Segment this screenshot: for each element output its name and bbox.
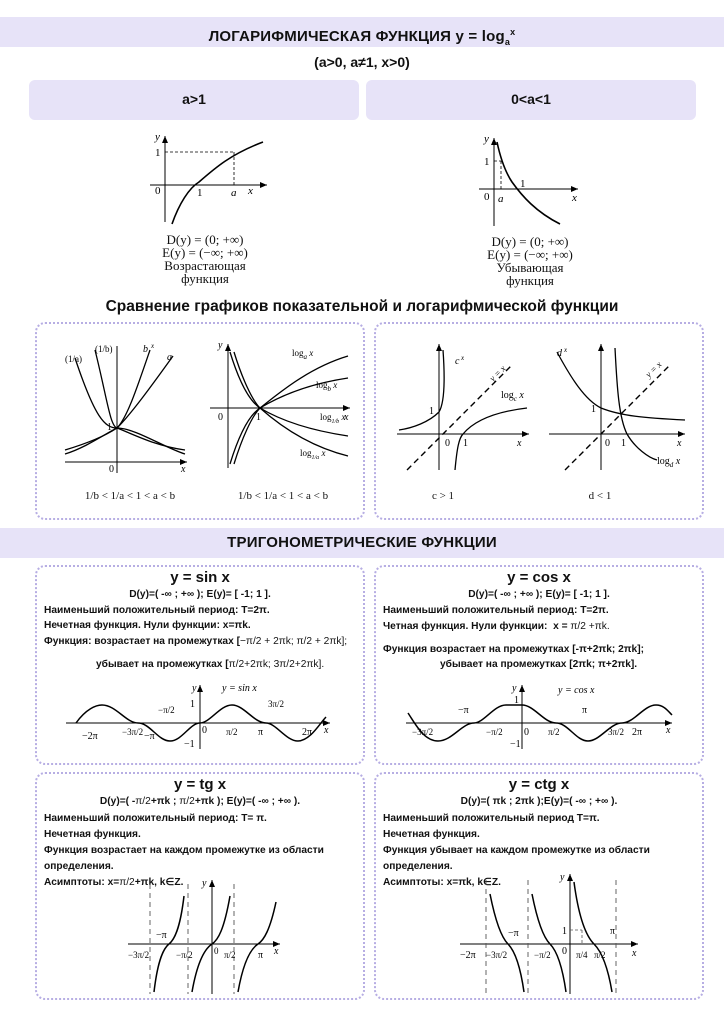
ctg-axis-x: x <box>632 948 637 959</box>
tick-0: 0 <box>445 438 450 449</box>
label-1b: (1/b) <box>95 344 113 354</box>
tg-asymptotes: Асимптоты: x=π/2+πk, k∈Z. <box>44 877 184 888</box>
exp-family-condition: 1/b < 1/a < 1 < a < b <box>84 490 176 502</box>
tg-mono2: определения. <box>44 861 114 872</box>
sin-period: Наименьший положительный период: T=2π. <box>44 605 270 616</box>
sin-tick-2pi: 2π <box>302 727 313 738</box>
tg-axis-y: y <box>202 878 207 889</box>
sin-dec-text: убывает на промежутках [ <box>96 659 229 670</box>
label-d: d <box>557 348 562 359</box>
tick-1-x: 1 <box>463 438 468 449</box>
d-condition: d < 1 <box>588 490 612 502</box>
trig-title-band <box>0 528 724 558</box>
cos-tick-1: 1 <box>514 695 519 706</box>
axis-y: y <box>484 133 489 145</box>
sin-title: y = sin x <box>170 569 230 586</box>
tick-0: 0 <box>155 185 161 197</box>
tick-0: 0 <box>605 438 610 449</box>
label-yx: y = x <box>487 363 508 384</box>
ctg-tick-mpi: −π <box>508 928 519 939</box>
sin-inc-text: Функция: возрастает на промежутках [ <box>44 636 240 647</box>
ctg-title: y = ctg x <box>508 776 570 793</box>
cos-tick-m1: −1 <box>510 739 521 750</box>
axis-x: x <box>677 438 682 449</box>
label-d-sup: x <box>564 346 568 354</box>
exp-log-d-graph <box>545 338 695 478</box>
tick-a: a <box>231 187 237 199</box>
ctg-tick-1: 1 <box>562 926 567 937</box>
label-yx: y = x <box>643 359 664 380</box>
log-family-condition: 1/b < 1/a < 1 < a < b <box>237 490 329 502</box>
desc2: функция <box>506 273 554 288</box>
label-c: c <box>455 356 460 367</box>
ctg-mono1: Функция убывает на каждом промежутке из области <box>383 845 650 856</box>
sin-tick-3pi2: 3π/2 <box>268 699 285 709</box>
cos-parity-text: Четная функция. Нули функции: <box>383 621 548 632</box>
log-1b-label: $\log_{1/b} x$ <box>320 412 346 425</box>
ctg-tick-pi2: π/2 <box>594 950 606 960</box>
tg-axis-x: x <box>274 946 279 957</box>
cos-title: y = cos x <box>507 569 571 586</box>
trig-title: ТРИГОНОМЕТРИЧЕСКИЕ ФУНКЦИИ <box>227 534 497 551</box>
tg-parity: Нечетная функция. <box>44 829 141 840</box>
sin-increasing: Функция: возрастает на промежутках [−π/2 + 2πk; π/2 + 2πk]; <box>44 636 348 647</box>
tg-period: Наименьший положительный период: T= π. <box>44 813 267 824</box>
log-title: ЛОГАРИФМИЧЕСКАЯ ФУНКЦИЯ y = log <box>208 28 505 45</box>
log-b-label: $\log_b x$ <box>316 380 338 393</box>
tick-1-x: 1 <box>197 187 203 199</box>
cos-tick-mpi: −π <box>458 705 469 716</box>
range: E(y) = (−∞; +∞) <box>162 245 248 260</box>
tg-tick-0: 0 <box>214 946 219 956</box>
domain: D(y) = (0; +∞) <box>491 234 569 249</box>
cos-axis-x: x <box>666 725 671 736</box>
exp-family-graph <box>55 338 205 478</box>
sin-tick-m2pi: −2π <box>82 731 98 742</box>
ctg-period: Наименьший положительный период T=π. <box>383 813 600 824</box>
tg-title: y = tg x <box>173 776 227 793</box>
log-family-graph <box>208 338 358 478</box>
tg-asym-b: +πk, k∈Z. <box>134 877 184 888</box>
tg-tick-mpi2: −π/2 <box>176 950 193 960</box>
tick-1-x: 1 <box>621 438 626 449</box>
sin-tick-mpi2: −π/2 <box>158 705 175 715</box>
cos-tick-0: 0 <box>524 727 529 738</box>
cos-tick-3pi2: 3π/2 <box>608 727 625 737</box>
ctg-domain: D(y)=( πk ; 2πk );E(y)=( -∞ ; +∞ ). <box>460 796 618 807</box>
tg-graph <box>126 878 296 996</box>
tg-asym-a: Асимптоты: x= <box>44 877 120 888</box>
sin-tick-1: 1 <box>190 699 195 710</box>
ctg-mono2: определения. <box>383 861 453 872</box>
desc: Возрастающая <box>164 258 246 273</box>
tick-1-y: 1 <box>429 406 434 417</box>
ctg-asymptotes: Асимптоты: x=πk, k∈Z. <box>383 877 501 888</box>
compare-title: Сравнение графиков показательной и логарифмической функции <box>105 298 619 315</box>
sin-graph <box>62 683 342 753</box>
tick-1: 1 <box>256 412 261 423</box>
sin-parity: Нечетная функция. Нули функции: x=πk. <box>44 620 251 631</box>
tick-1-x: 1 <box>520 178 526 190</box>
axis-x: x <box>181 464 186 475</box>
log-title-base: a <box>504 37 511 47</box>
tg-domain-c: +πk ); E(y)=( -∞ ; +∞ ). <box>194 796 301 807</box>
axis-x: x <box>517 438 522 449</box>
tg-mono1: Функция возрастает на каждом промежутке из области <box>44 845 324 856</box>
tg-domain-b: +πk ; <box>150 796 177 807</box>
tick-1-y: 1 <box>591 404 596 415</box>
cos-period: Наименьший положительный период: T=2π. <box>383 605 609 616</box>
c-condition: c > 1 <box>431 490 455 502</box>
ctg-tick-m3pi2: −3π/2 <box>486 950 508 960</box>
log-1a-label: $\log_{1/a} x$ <box>300 448 326 461</box>
cos-tick-mpi2: −π/2 <box>486 727 503 737</box>
sin-axis-x: x <box>324 725 329 736</box>
tg-tick-pi2: π/2 <box>224 950 236 960</box>
exp-log-c-graph <box>393 338 533 478</box>
sin-axis-y: y <box>192 683 197 694</box>
ctg-graph <box>458 872 648 996</box>
log-a-label: $\log_a x$ <box>292 348 314 361</box>
tg-domain-a: D(y)=( - <box>99 796 136 807</box>
ctg-tick-pi4: π/4 <box>576 950 588 960</box>
sin-curve-label: y = sin x <box>222 683 257 694</box>
log-dec-caption <box>455 235 605 287</box>
sin-tick-mpi: −π <box>144 731 155 742</box>
tick-1-y: 1 <box>484 156 490 168</box>
cos-tick-m3pi2: −3π/2 <box>412 727 434 737</box>
cos-tick-pi2: π/2 <box>548 727 560 737</box>
cos-decreasing: убывает на промежутках [2πk; π+2πk]. <box>440 659 638 670</box>
ctg-tick-pi: π <box>610 926 616 937</box>
label-logd: $\log_d x$ <box>657 456 681 469</box>
label-c-sup: x <box>461 354 465 362</box>
axis-x: x <box>572 192 577 204</box>
tick-0: 0 <box>218 412 223 423</box>
tg-tick-mpi: −π <box>156 930 167 941</box>
tick-0: 0 <box>109 464 114 475</box>
cos-parity: Четная функция. Нули функции: x = π/2 +πk. <box>383 621 610 632</box>
axis-x: x <box>248 185 253 197</box>
range: E(y) = (−∞; +∞) <box>487 247 573 262</box>
label-a: a <box>167 352 172 363</box>
tg-tick-pi: π <box>258 950 264 961</box>
sin-tick-m1: −1 <box>184 739 195 750</box>
ctg-parity: Нечетная функция. <box>383 829 480 840</box>
log-decreasing-graph <box>474 134 584 234</box>
ctg-tick-mpi2: −π/2 <box>534 950 551 960</box>
desc2: функция <box>181 271 229 286</box>
cos-tick-pi: π <box>582 705 588 716</box>
tg-tick-m3pi2: −3π/2 <box>128 950 150 960</box>
log-increasing-graph <box>145 132 275 232</box>
cos-axis-y: y <box>512 683 517 694</box>
label-1a: (1/a) <box>65 354 82 364</box>
axis-x: x <box>344 412 349 423</box>
label-logc: $\log_c x$ <box>501 390 524 403</box>
domain: D(y) = (0; +∞) <box>166 232 244 247</box>
case-a-greater-one: a>1 <box>29 80 359 120</box>
ctg-tick-0: 0 <box>562 946 567 957</box>
sin-tick-pi2: π/2 <box>226 727 238 737</box>
tick-0: 0 <box>484 191 490 203</box>
tick-1: 1 <box>107 422 112 433</box>
label-b-sup: x <box>151 342 155 350</box>
log-title-arg: x <box>510 27 516 37</box>
sin-decreasing: убывает на промежутках [π/2+2πk; 3π/2+2πk]. <box>96 659 325 670</box>
axis-y: y <box>218 340 223 351</box>
cos-tick-2pi: 2π <box>632 727 643 738</box>
sin-domain: D(y)=( -∞ ; +∞ ); E(y)= [ -1; 1 ]. <box>129 589 271 600</box>
cos-increasing: Функция возрастает на промежутках [-π+2πk; 2πk]; <box>383 644 645 655</box>
tg-domain: D(y)=( -π/2+πk ; π/2+πk ); E(y)=( -∞ ; +∞ ). <box>99 796 301 807</box>
sin-tick-m3pi2: −3π/2 <box>122 727 144 737</box>
ctg-tick-m2pi: −2π <box>460 950 476 961</box>
tick-a: a <box>498 193 504 205</box>
axis-y: y <box>155 131 160 143</box>
label-b: b <box>143 344 148 355</box>
tick-1-y: 1 <box>155 147 161 159</box>
log-conditions: (a>0, a≠1, x>0) <box>314 54 410 70</box>
cos-zeros-text: x = <box>553 621 568 632</box>
log-inc-caption <box>130 233 280 285</box>
log-title-band <box>0 17 724 47</box>
cos-graph <box>402 683 682 753</box>
desc: Убывающая <box>496 260 564 275</box>
ctg-axis-y: y <box>560 872 565 883</box>
case-a-less-one: 0<a<1 <box>366 80 696 120</box>
cos-curve-label: y = cos x <box>558 685 595 696</box>
sin-tick-0: 0 <box>202 725 207 736</box>
cos-domain: D(y)=( -∞ ; +∞ ); E(y)= [ -1; 1 ]. <box>468 589 610 600</box>
sin-tick-pi: π <box>258 727 264 738</box>
